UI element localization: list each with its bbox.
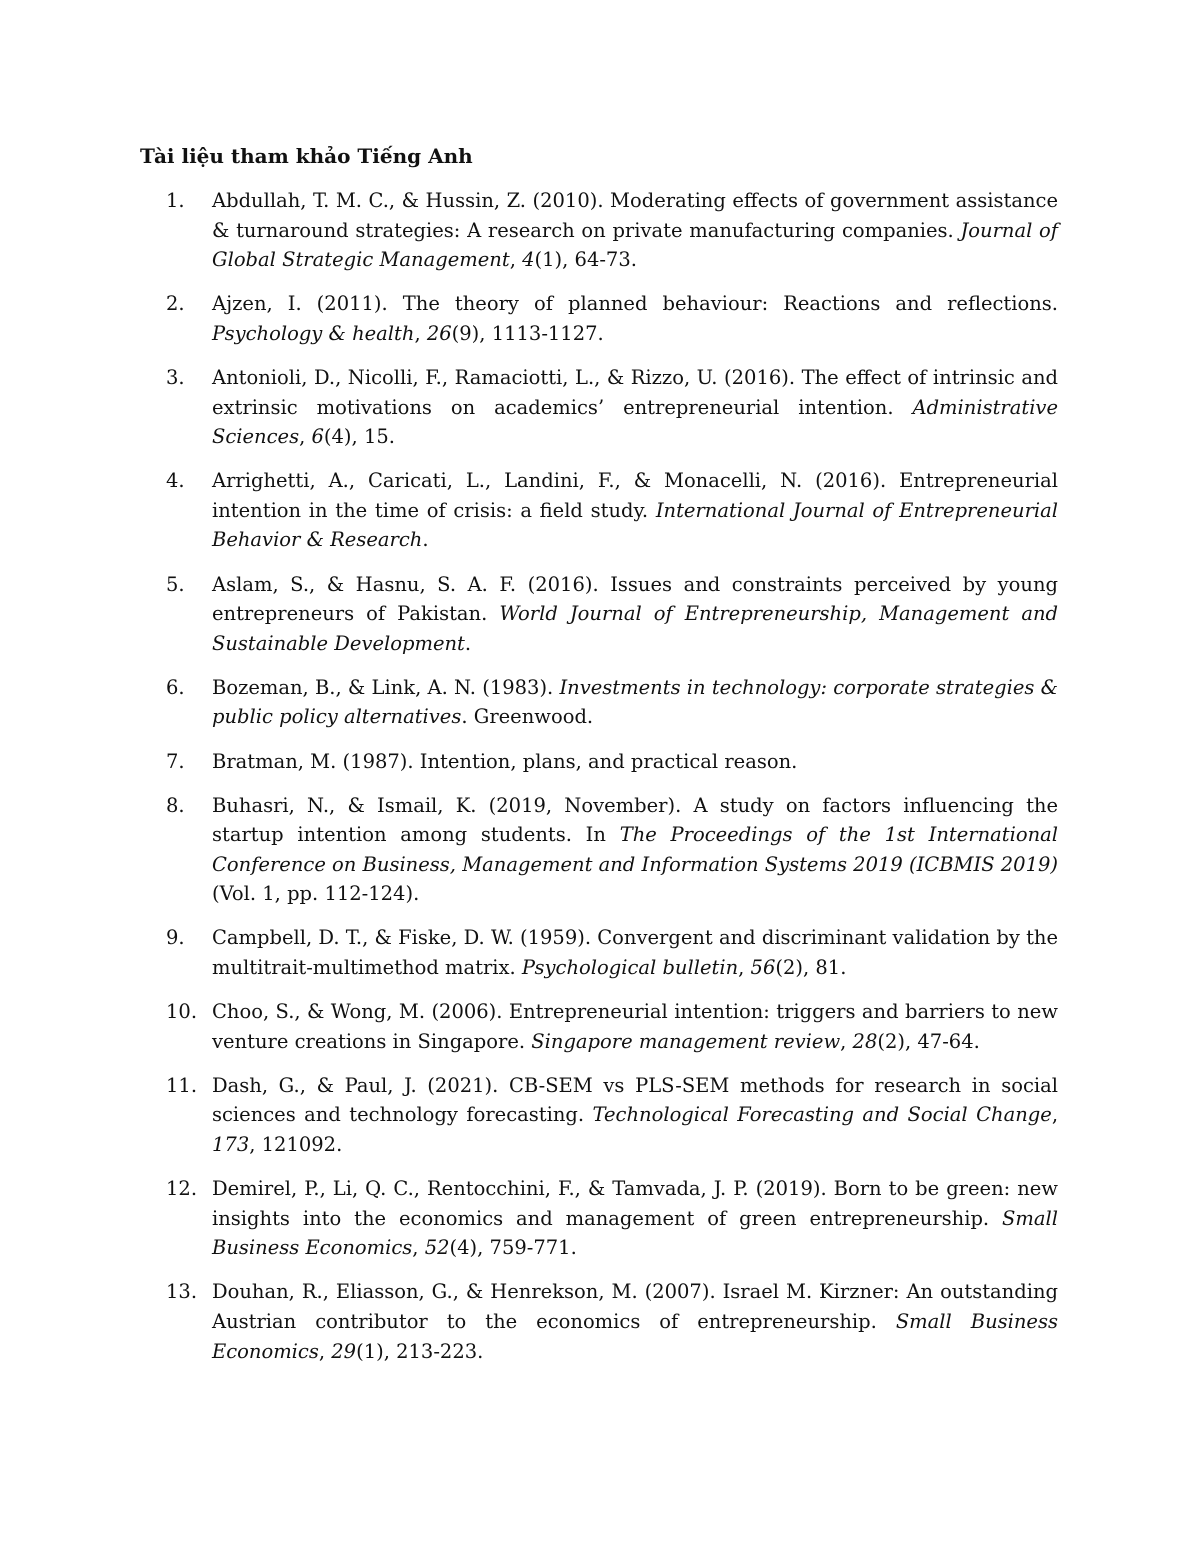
reference-number-label: 6. [166,675,185,699]
reference-segment: . [422,528,429,552]
reference-italic-segment: 6 [311,425,324,449]
reference-italic-segment: The Proceedings of the 1st International Conference on Business, Management and Information Systems 2019 (ICBMIS 2019) [212,823,1059,876]
reference-item [140,997,1058,1056]
reference-italic-segment: Investments in technology: corporate strategies & public policy alternatives [212,675,1058,729]
reference-item [140,791,1058,909]
reference-segment: Bozeman, B., & Link, A. N. (1983). [212,675,560,699]
reference-number [140,1174,212,1204]
reference-number [140,1277,212,1307]
reference-italic-segment: 4 [522,248,535,272]
reference-segment: (9), 1113-1127. [451,321,604,345]
reference-text [212,673,1058,732]
reference-segment: Dash, G., & Paul, J. (2021). CB-SEM vs PLS-SEM methods for research in social sciences and technology forecasting. [212,1073,1058,1127]
reference-italic-segment: Singapore management review [531,1029,841,1053]
reference-text [212,1277,1058,1366]
reference-italic-segment: 56 [750,956,776,980]
reference-segment: Campbell, D. T., & Fiske, D. W. (1959). Convergent and discriminant validation by the multitrait-multimethod matrix. [212,926,1058,980]
reference-italic-segment: Small Business Economics [212,1310,1058,1363]
reference-segment: , [509,248,523,272]
reference-italic-segment: 173 [212,1133,250,1157]
reference-item [140,289,1058,348]
reference-segment: Buhasri, N., & Ismail, K. (2019, November). A study on factors influencing the startup intention among students. In [212,793,1058,847]
reference-segment: . [464,631,472,655]
reference-list [140,186,1058,1381]
reference-italic-segment: World Journal of Entrepreneurship, Management and Sustainable Development [212,602,1058,655]
reference-segment: , [318,1339,332,1363]
reference-segment: Choo, S., & Wong, M. (2006). Entrepreneurial intention: triggers and barriers to new venture creations in Singapore. [212,1000,1058,1053]
reference-number-label: 2. [166,292,185,316]
reference-segment: Ajzen, I. (2011). The theory of planned behaviour: Reactions and reflections. [212,292,1058,316]
reference-italic-segment: Technological Forecasting and Social Change [592,1103,1052,1127]
reference-italic-segment: 29 [331,1339,357,1363]
reference-segment: (4), 15. [323,425,395,449]
reference-segment: (1), 213-223. [356,1339,484,1363]
reference-number-label: 4. [166,469,185,493]
reference-item [140,466,1058,555]
reference-segment: , [414,321,427,345]
reference-item [140,1071,1058,1160]
reference-item [140,570,1058,659]
reference-number-label: 13. [166,1280,198,1304]
reference-number-label: 9. [166,926,185,950]
references-heading: Tài liệu tham khảo Tiếng Anh [140,144,473,168]
reference-italic-segment: 28 [852,1029,878,1053]
reference-number-label: 11. [166,1073,198,1097]
reference-segment: Aslam, S., & Hasnu, S. A. F. (2016). Issues and constraints perceived by young entrepreneurs of Pakistan. [212,572,1058,626]
reference-item [140,186,1058,275]
reference-number-label: 12. [166,1177,198,1201]
reference-segment: Arrighetti, A., Caricati, L., Landini, F., & Monacelli, N. (2016). Entrepreneurial intention in the time of crisis: a field study. [212,469,1058,522]
reference-segment: , [299,425,312,449]
reference-italic-segment: Psychology & health [212,321,415,345]
reference-number-label: 7. [166,749,185,773]
reference-italic-segment: 52 [424,1236,450,1260]
reference-italic-segment: Administrative Sciences [212,395,1058,449]
reference-number [140,997,212,1027]
reference-segment: , 121092. [249,1133,343,1157]
reference-text [212,1174,1058,1263]
reference-segment: (2), 81. [775,956,847,980]
reference-number-label: 8. [166,793,185,817]
reference-number-label: 10. [166,1000,198,1024]
reference-number [140,923,212,953]
reference-text [212,466,1058,555]
reference-number [140,363,212,393]
reference-number [140,289,212,319]
reference-segment: (1), 64-73. [534,248,637,272]
reference-text [212,923,1058,982]
reference-number-label: 3. [166,365,185,389]
reference-text [212,747,1058,777]
reference-number [140,791,212,821]
reference-number [140,186,212,216]
reference-number [140,570,212,600]
reference-number [140,747,212,777]
reference-item [140,923,1058,982]
reference-number-label: 5. [166,572,185,596]
reference-segment: (4), 759-771. [449,1236,577,1260]
reference-italic-segment: International Journal of Entrepreneurial Behavior & Research [212,498,1058,552]
reference-segment: Antonioli, D., Nicolli, F., Ramaciotti, L., & Rizzo, U. (2016). The effect of intrinsic and extrinsic motivations on academics’ entrepreneurial intention. [212,365,1058,419]
reference-text [212,791,1058,909]
reference-text [212,570,1058,659]
reference-text [212,186,1058,275]
reference-text [212,997,1058,1056]
reference-segment: , [1051,1103,1059,1127]
reference-text [212,363,1058,452]
reference-item [140,673,1058,732]
reference-segment: Demirel, P., Li, Q. C., Rentocchini, F., & Tamvada, J. P. (2019). Born to be green: new insights into the economics and management of green entrepreneurship. [212,1177,1058,1230]
reference-segment: (Vol. 1, pp. 112-124). [212,882,420,906]
reference-segment: (2), 47-64. [877,1029,980,1053]
reference-segment: , [738,956,751,980]
reference-segment: . Greenwood. [461,705,594,729]
reference-segment: Douhan, R., Eliasson, G., & Henrekson, M. (2007). Israel M. Kirzner: An outstanding Austrian contributor to the economics of entrepreneurship. [212,1280,1058,1333]
reference-italic-segment: Small Business Economics [212,1206,1058,1260]
reference-text [212,289,1058,348]
reference-number-label: 1. [166,189,185,212]
reference-segment: Abdullah, T. M. C., & Hussin, Z. (2010). Moderating effects of government assistance & turnaround strategies: A research on private manufacturing companies. [212,189,1058,242]
reference-italic-segment: Journal of Global Strategic Management [212,218,1059,272]
reference-item [140,363,1058,452]
reference-segment: Bratman, M. (1987). Intention, plans, and practical reason. [212,749,798,773]
reference-item [140,1174,1058,1263]
reference-segment: , [412,1236,425,1260]
reference-number [140,1071,212,1101]
reference-number [140,673,212,703]
reference-number [140,466,212,496]
reference-item [140,747,1058,777]
reference-segment: , [840,1029,853,1053]
reference-italic-segment: Psychological bulletin [521,956,739,980]
reference-item [140,1277,1058,1366]
reference-italic-segment: 26 [426,321,452,345]
reference-text [212,1071,1058,1160]
